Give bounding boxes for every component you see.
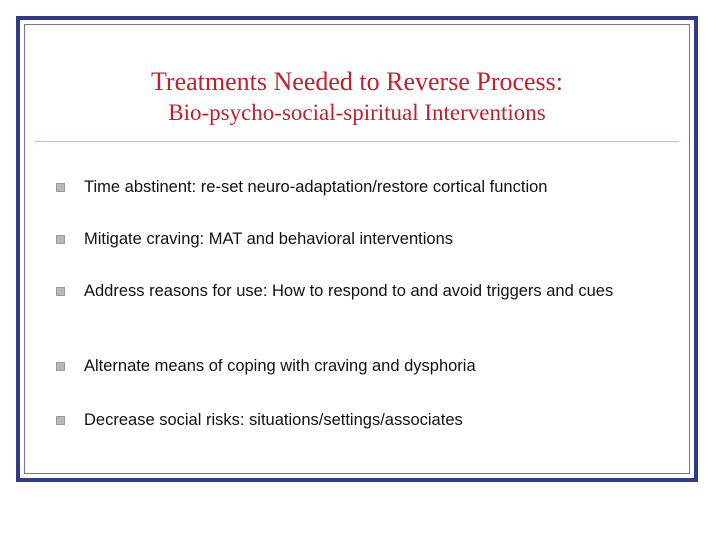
square-bullet-icon xyxy=(56,416,65,425)
slide-subtitle: Bio-psycho-social-spiritual Interventions xyxy=(168,100,546,125)
square-bullet-icon xyxy=(56,362,65,371)
bullet-text: Mitigate craving: MAT and behavioral interventions xyxy=(84,230,453,248)
bullet-text: Alternate means of coping with craving and dysphoria xyxy=(84,357,476,375)
square-bullet-icon xyxy=(56,287,65,296)
bullet-text: Time abstinent: re-set neuro-adaptation/restore cortical function xyxy=(84,178,548,196)
bullet-item xyxy=(55,227,453,251)
title-divider xyxy=(35,141,679,142)
slide-title: Treatments Needed to Reverse Process: xyxy=(150,67,564,96)
bullet-text: Address reasons for use: How to respond to and avoid triggers and cues xyxy=(84,282,614,300)
bullet-item xyxy=(55,279,613,303)
bullet-item xyxy=(55,175,547,199)
slide-frame xyxy=(16,16,698,482)
bullet-text: Decrease social risks: situations/settings/associates xyxy=(84,411,463,429)
bullet-item xyxy=(55,408,463,432)
square-bullet-icon xyxy=(56,183,65,192)
square-bullet-icon xyxy=(56,235,65,244)
slide-content xyxy=(24,24,690,474)
bullet-item xyxy=(55,354,476,378)
